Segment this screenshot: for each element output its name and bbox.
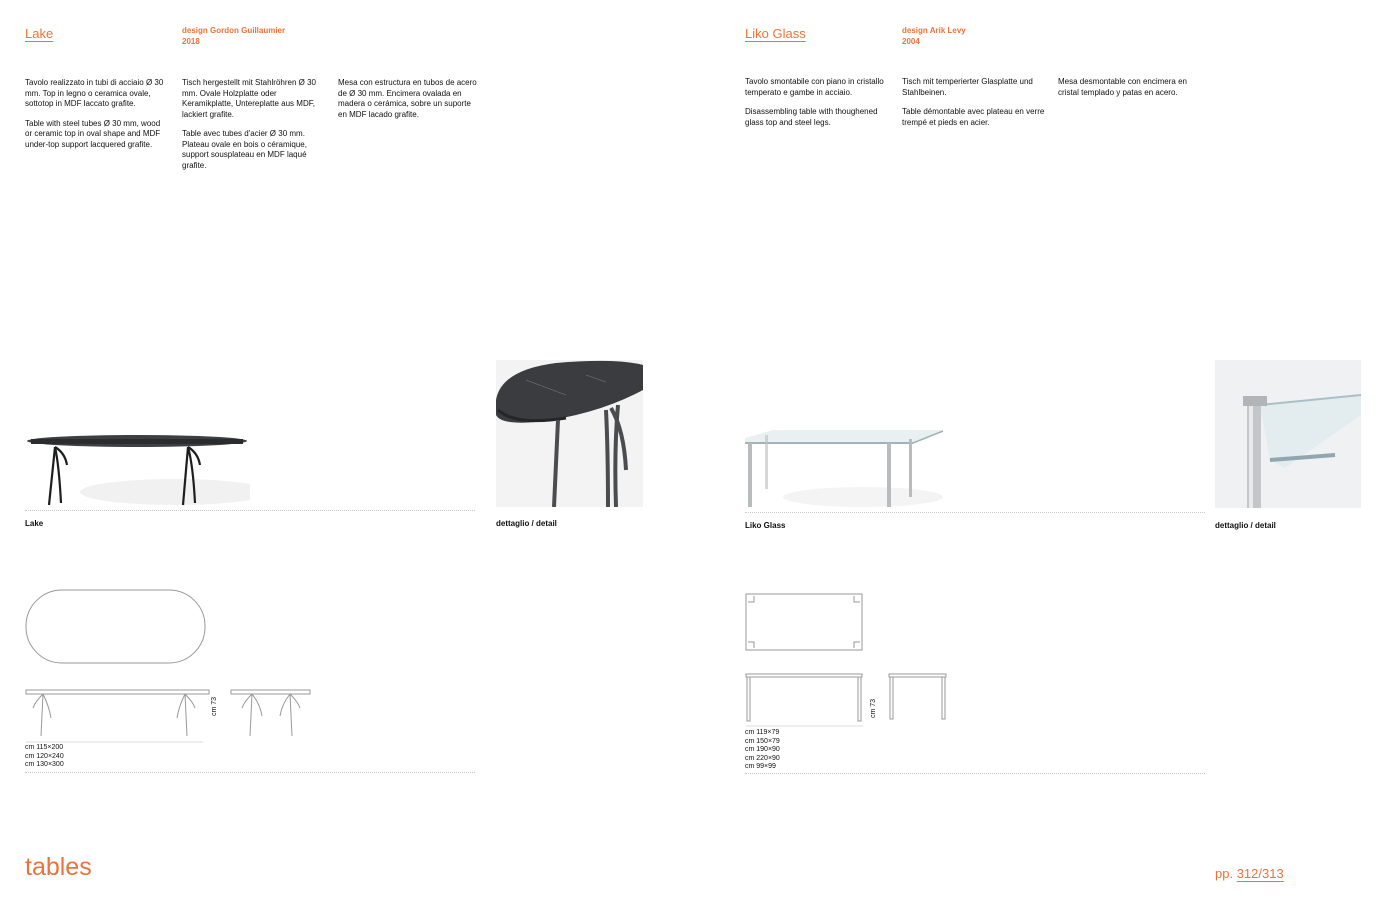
designer-credit-liko-glass [902, 25, 966, 47]
description-column-1 [745, 77, 887, 137]
description-english: Disassembling table with thoughened glass top and steel legs. [745, 107, 878, 127]
description-column-2 [182, 78, 328, 180]
divider-lake-dimensions [25, 772, 475, 773]
description-french: Table démontable avec plateau en verre trempé et pieds en acier. [902, 107, 1045, 127]
dimension-item: cm 99×99 [745, 763, 776, 770]
liko-glass-front-view-drawing [745, 673, 867, 729]
lake-dimensions-list [25, 744, 64, 770]
product-title-liko-glass: Liko Glass [745, 26, 806, 41]
description-french: Table avec tubes d'acier Ø 30 mm. Plateau ovale en bois o céramique, support sousplateau en MDF laqué grafite. [182, 129, 307, 170]
designer-credit-lake [182, 25, 285, 47]
divider-lake-photos [25, 510, 475, 511]
description-german: Tisch mit temperierter Glasplatte und Stahlbeinen. [902, 77, 1033, 97]
liko-glass-table-photo [743, 425, 948, 510]
liko-glass-height-label [870, 699, 877, 718]
liko-glass-side-view-drawing [888, 673, 948, 723]
liko-glass-height-value: cm 73 [870, 698, 877, 718]
product-title-lake: Lake [25, 26, 54, 41]
caption-lake: Lake [25, 519, 44, 528]
lake-height-label [211, 697, 218, 716]
description-english: Table with steel tubes Ø 30 mm, wood or ceramic top in oval shape and MDF under-top support lacquered grafite. [25, 118, 161, 149]
lake-table-photo [25, 425, 250, 510]
designer-name: design Arik Levy [902, 26, 966, 35]
description-column-3 [1058, 77, 1210, 107]
design-year: 2004 [902, 37, 920, 46]
section-title: tables [25, 853, 92, 881]
dimension-item: cm 119×79 [745, 729, 780, 736]
description-spanish: Mesa desmontable con encimera en cristal templado y patas en acero. [1058, 77, 1187, 97]
design-year: 2018 [182, 37, 200, 46]
description-column-2 [902, 77, 1048, 137]
liko-glass-dimensions-list [745, 729, 780, 772]
lake-height-value: cm 73 [211, 696, 218, 716]
description-german: Tisch hergestellt mit Stahlröhren Ø 30 mm. Ovale Holzplatte oder Keramikplatte, Untereplatte aus MDF, lackiert grafite. [182, 78, 316, 119]
designer-name: design Gordon Guillaumier [182, 26, 286, 35]
dimension-item: cm 220×90 [745, 754, 780, 762]
description-italian: Tavolo smontabile con piano in cristallo temperato e gambe in acciaio. [745, 77, 884, 97]
liko-glass-top-view-drawing [745, 593, 865, 653]
caption-lake-detail: dettaglio / detail [496, 519, 557, 528]
description-italian: Tavolo realizzato in tubi di acciaio Ø 30 mm. Top in legno o ceramica ovale, sottotop in MDF laccato grafite. [25, 78, 164, 108]
lake-top-view-drawing [25, 588, 207, 666]
caption-liko-glass: Liko Glass [745, 521, 786, 530]
dimension-item: cm 115×200 [25, 744, 64, 751]
caption-liko-glass-detail: dettaglio / detail [1215, 521, 1276, 530]
page-range: 312/313 [1236, 866, 1284, 881]
dimension-item: cm 120×240 [25, 752, 64, 760]
lake-side-view-drawing [230, 688, 312, 744]
divider-liko-dimensions [745, 773, 1205, 774]
description-spanish: Mesa con estructura en tubos de acero de Ø 30 mm. Encimera ovalada en madera o cerámica, sobre un suporte en MDF lacado grafite. [338, 78, 477, 119]
dimension-item: cm 190×90 [745, 746, 780, 753]
dimension-item: cm 130×300 [25, 761, 64, 768]
description-column-3 [338, 78, 478, 129]
page-prefix: pp. [1215, 866, 1234, 881]
description-column-1 [25, 78, 167, 159]
dimension-item: cm 150×79 [745, 737, 780, 745]
liko-glass-detail-photo [1215, 360, 1361, 508]
page-numbers [1215, 866, 1284, 881]
lake-detail-photo [496, 360, 643, 507]
divider-liko-photos [745, 512, 1205, 513]
lake-front-view-drawing [25, 688, 215, 744]
